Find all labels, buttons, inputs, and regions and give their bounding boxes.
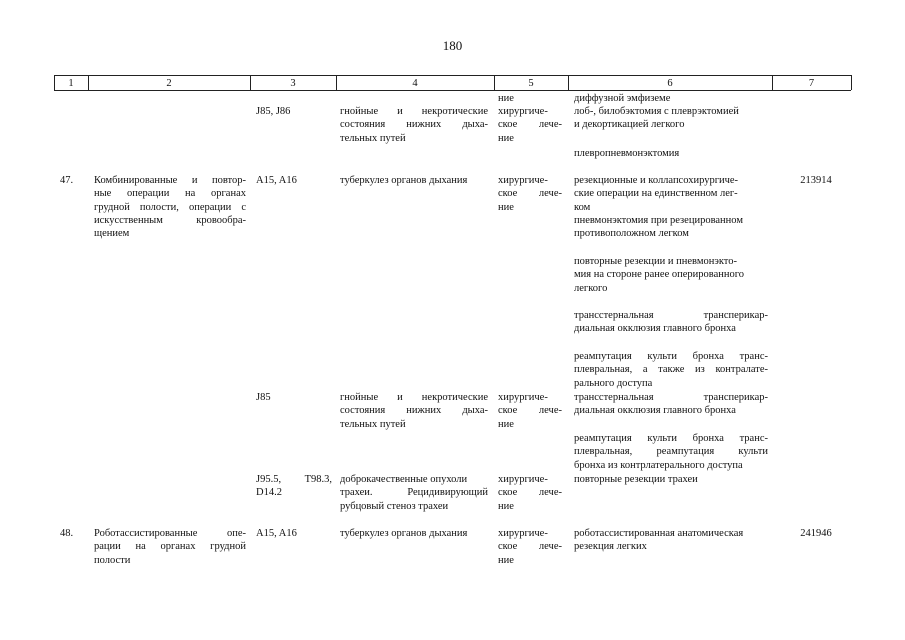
column-header-7: 7 — [808, 78, 815, 89]
row-48-treatment-type: хирургиче- ское лече- ние — [498, 528, 562, 566]
continued-method-2: лоб-, билобэктомия с плеврэктомией и декортикацией легкого — [574, 106, 739, 131]
continued-treatment-type-2: хирургиче- ское лече- ние — [498, 106, 562, 144]
row-47-name: Комбинированные и повтор- ные операции на органах грудной полости, операции с искусственным кровообра- щением — [94, 175, 246, 240]
row-47-treatment-type: хирургиче- ское лече- ние — [498, 474, 562, 512]
continued-icd-codes: J85, J86 — [256, 106, 291, 117]
continued-method-3: плевропневмонэктомия — [574, 148, 680, 159]
row-48-number: 48. — [60, 528, 74, 539]
row-47-cost: 213914 — [800, 175, 832, 186]
column-header-3: 3 — [290, 78, 296, 89]
row-47-number: 47. — [60, 175, 74, 186]
page-number: 180 — [442, 38, 463, 53]
column-header-1: 1 — [68, 78, 74, 89]
row-48-method: роботассистированная анатомическая резекция легких — [574, 528, 744, 553]
row-47-method: повторные резекции и пневмонэкто- мия на стороне ранее оперированного легкого — [574, 256, 745, 294]
row-47-treatment-type: хирургиче- ское лече- ние — [498, 175, 562, 213]
column-header-6: 6 — [667, 78, 673, 89]
row-47-icd-codes: J85 — [256, 392, 271, 403]
row-47-method: трансстернальная трансперикар- диальная окклюзия главного бронха — [574, 392, 768, 417]
continued-treatment-type: ние — [498, 93, 514, 104]
row-47-patient-model: гнойные и некротические состояния нижних дыха- тельных путей — [340, 392, 488, 430]
table-header-bottom-border — [54, 90, 851, 91]
row-47-method: реампутация культи бронха транс- плевральная, реампутация культи бронха из контрлатерального доступа — [574, 433, 768, 471]
row-47-icd-codes: J95.5, T98.3, D14.2 — [256, 474, 332, 499]
continued-patient-model: гнойные и некротические состояния нижних дыха- тельных путей — [340, 106, 488, 144]
row-47-icd-codes: A15, A16 — [256, 175, 297, 186]
row-47-method: повторные резекции трахеи — [574, 474, 698, 485]
row-47-method: пневмонэктомия при резецированном противоположном легком — [574, 215, 743, 240]
column-divider — [851, 75, 852, 90]
row-47-method: резекционные и коллапсохирургиче- ские операции на единственном лег- ком — [574, 175, 739, 213]
table-top-border — [54, 75, 851, 76]
row-48-patient-model: туберкулез органов дыхания — [340, 528, 468, 539]
row-47-method: трансстернальная трансперикар- диальная окклюзия главного бронха — [574, 310, 768, 335]
row-47-patient-model: туберкулез органов дыхания — [340, 175, 468, 186]
row-47-patient-model: доброкачественные опухоли трахеи. Рецидивирующий рубцовый стеноз трахеи — [340, 474, 488, 512]
row-47-method: реампутация культи бронха транс- плевральная, а также из контралате- рального доступа — [574, 351, 768, 389]
column-header-5: 5 — [528, 78, 534, 89]
column-header-2: 2 — [166, 78, 172, 89]
row-48-cost: 241946 — [800, 528, 832, 539]
row-47-treatment-type: хирургиче- ское лече- ние — [498, 392, 562, 430]
continued-method: диффузной эмфиземе — [574, 93, 671, 104]
column-header-4: 4 — [412, 78, 418, 89]
row-48-name: Роботассистированные опе- рации на органах грудной полости — [94, 528, 246, 566]
row-48-icd-codes: A15, A16 — [256, 528, 297, 539]
